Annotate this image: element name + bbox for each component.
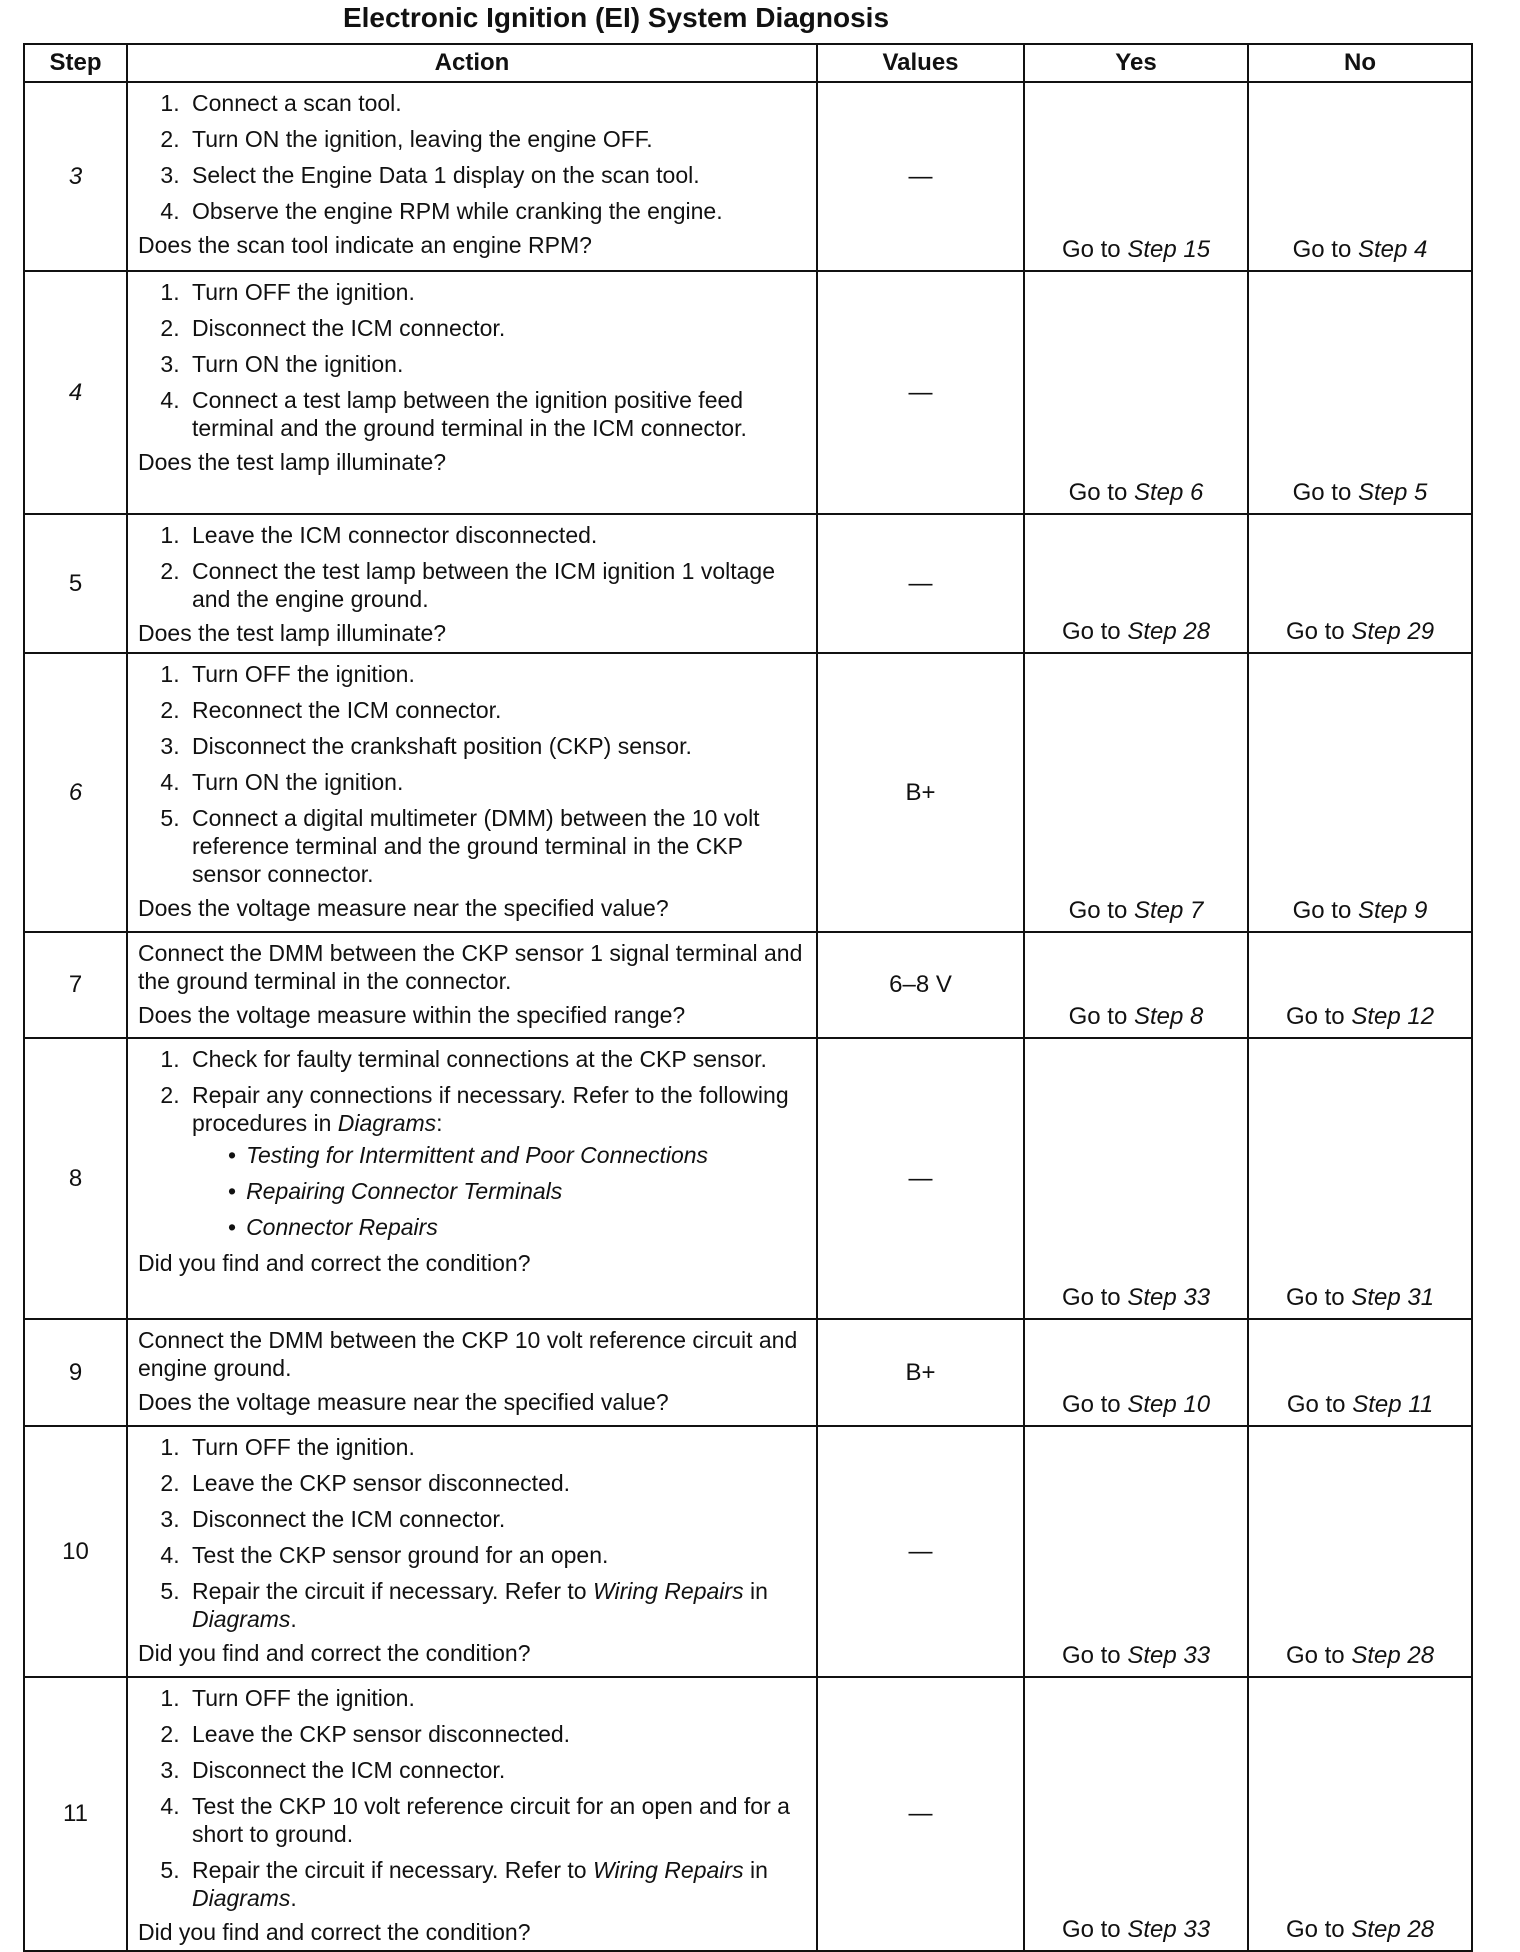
no-cell bbox=[1248, 1426, 1472, 1677]
step-word: Step bbox=[1357, 479, 1408, 506]
action-item: 1. Turn OFF the ignition. bbox=[186, 660, 808, 688]
value-cell: — bbox=[817, 271, 1024, 514]
action-item: 2. Repair any connections if necessary. Refer to the following procedures in Diagrams: • Testing for Intermittent and Poor Connections • Repairing Connector Terminals • Connector Repairs bbox=[186, 1081, 808, 1241]
yes-cell bbox=[1024, 82, 1248, 271]
action-item: 3. Disconnect the crankshaft position (CKP) sensor. bbox=[186, 732, 808, 760]
go-to-text: Go to bbox=[1068, 897, 1128, 924]
table-row bbox=[24, 1319, 1472, 1426]
go-to-text: Go to bbox=[1061, 1391, 1121, 1418]
step-number: 10 bbox=[24, 1426, 127, 1677]
step-word: Step bbox=[1127, 618, 1177, 645]
action-item: 2. Disconnect the ICM connector. bbox=[186, 314, 808, 342]
question: Did you find and correct the condition? bbox=[138, 1919, 531, 1945]
doc-reference: Diagrams bbox=[192, 1885, 291, 1911]
action-cell bbox=[127, 514, 817, 653]
value-cell: B+ bbox=[817, 653, 1024, 932]
step-number: 5 bbox=[24, 514, 127, 653]
in-text: in bbox=[749, 1578, 768, 1604]
procedure-item: • Repairing Connector Terminals bbox=[222, 1177, 808, 1205]
go-to-text: Go to bbox=[1285, 1642, 1345, 1669]
step-word: Step bbox=[1351, 618, 1401, 645]
yes-target: 33 bbox=[1183, 1642, 1211, 1669]
no-cell bbox=[1248, 1038, 1472, 1319]
step-word: Step bbox=[1127, 1391, 1177, 1418]
yes-cell bbox=[1024, 514, 1248, 653]
step-number: 11 bbox=[24, 1677, 127, 1951]
action-item: 3. Disconnect the ICM connector. bbox=[186, 1505, 808, 1533]
procedure-item: • Connector Repairs bbox=[222, 1213, 808, 1241]
no-target: 28 bbox=[1407, 1916, 1435, 1943]
action-item: 2. Reconnect the ICM connector. bbox=[186, 696, 808, 724]
no-target: 11 bbox=[1408, 1391, 1434, 1418]
step-word: Step bbox=[1133, 479, 1184, 506]
action-cell bbox=[127, 1038, 817, 1319]
header-values: Values bbox=[817, 44, 1024, 82]
no-target: 31 bbox=[1407, 1284, 1435, 1311]
value-cell: — bbox=[817, 82, 1024, 271]
table-row bbox=[24, 932, 1472, 1038]
doc-reference: Wiring Repairs bbox=[592, 1578, 744, 1604]
question: Does the scan tool indicate an engine RPM? bbox=[138, 232, 592, 258]
no-cell bbox=[1248, 653, 1472, 932]
procedure-item: • Testing for Intermittent and Poor Connections bbox=[222, 1141, 808, 1169]
action-item: 3. Turn ON the ignition. bbox=[186, 350, 808, 378]
action-item: 4. Observe the engine RPM while cranking the engine. bbox=[186, 197, 808, 225]
action-cell bbox=[127, 1426, 817, 1677]
value-cell: — bbox=[817, 514, 1024, 653]
action-cell bbox=[127, 932, 817, 1038]
no-target: 5 bbox=[1414, 479, 1428, 506]
go-to-text: Go to bbox=[1285, 1916, 1345, 1943]
yes-cell bbox=[1024, 653, 1248, 932]
step-word: Step bbox=[1357, 897, 1408, 924]
no-target: 28 bbox=[1407, 1642, 1435, 1669]
header-row bbox=[24, 44, 1472, 82]
no-cell bbox=[1248, 932, 1472, 1038]
step-word: Step bbox=[1127, 1916, 1177, 1943]
step-number: 8 bbox=[24, 1038, 127, 1319]
action-cell bbox=[127, 653, 817, 932]
question: Does the voltage measure near the specified value? bbox=[138, 895, 669, 921]
action-item: 4. Turn ON the ignition. bbox=[186, 768, 808, 796]
step-word: Step bbox=[1133, 897, 1184, 924]
yes-cell bbox=[1024, 1426, 1248, 1677]
header-action: Action bbox=[127, 44, 817, 82]
yes-target: 15 bbox=[1183, 236, 1211, 263]
go-to-text: Go to bbox=[1285, 1003, 1345, 1030]
question: Did you find and correct the condition? bbox=[138, 1250, 531, 1276]
step-word: Step bbox=[1352, 1391, 1402, 1418]
action-item: 1. Turn OFF the ignition. bbox=[186, 278, 808, 306]
question: Did you find and correct the condition? bbox=[138, 1640, 531, 1666]
action-item: 4. Test the CKP sensor ground for an open. bbox=[186, 1541, 808, 1569]
no-target: 4 bbox=[1414, 236, 1428, 263]
table-row bbox=[24, 1677, 1472, 1951]
yes-cell bbox=[1024, 1038, 1248, 1319]
value-cell: 6–8 V bbox=[817, 932, 1024, 1038]
doc-reference: Diagrams bbox=[337, 1110, 437, 1136]
action-item: 4. Test the CKP 10 volt reference circuit for an open and for a short to ground. bbox=[186, 1792, 808, 1848]
go-to-text: Go to bbox=[1292, 236, 1352, 263]
action-item: 4. Connect a test lamp between the ignition positive feed terminal and the ground terminal in the ICM connector. bbox=[186, 386, 808, 442]
in-text: in bbox=[749, 1857, 768, 1883]
header-yes: Yes bbox=[1024, 44, 1248, 82]
go-to-text: Go to bbox=[1285, 1284, 1345, 1311]
table-row bbox=[24, 653, 1472, 932]
action-item: 2. Turn ON the ignition, leaving the engine OFF. bbox=[186, 125, 808, 153]
step-word: Step bbox=[1127, 1642, 1177, 1669]
value-cell: — bbox=[817, 1426, 1024, 1677]
yes-cell bbox=[1024, 932, 1248, 1038]
no-target: 29 bbox=[1407, 618, 1435, 645]
action-item: 1. Check for faulty terminal connections at the CKP sensor. bbox=[186, 1045, 808, 1073]
header-no: No bbox=[1248, 44, 1472, 82]
question: Does the test lamp illuminate? bbox=[138, 449, 447, 475]
go-to-text: Go to bbox=[1061, 618, 1121, 645]
step-number: 4 bbox=[24, 271, 127, 514]
yes-target: 28 bbox=[1183, 618, 1211, 645]
doc-reference: Diagrams bbox=[192, 1606, 291, 1632]
step-word: Step bbox=[1127, 236, 1177, 263]
no-cell bbox=[1248, 82, 1472, 271]
yes-target: 7 bbox=[1190, 897, 1204, 924]
step-word: Step bbox=[1133, 1003, 1184, 1030]
header-step: Step bbox=[24, 44, 127, 82]
go-to-text: Go to bbox=[1061, 1284, 1121, 1311]
go-to-text: Go to bbox=[1292, 897, 1352, 924]
step-number: 7 bbox=[24, 932, 127, 1038]
action-item: 3. Disconnect the ICM connector. bbox=[186, 1756, 808, 1784]
action-item: 2. Leave the CKP sensor disconnected. bbox=[186, 1469, 808, 1497]
yes-target: 10 bbox=[1183, 1391, 1211, 1418]
action-cell bbox=[127, 82, 817, 271]
step-word: Step bbox=[1351, 1916, 1401, 1943]
table-row bbox=[24, 1426, 1472, 1677]
action-item: 1. Turn OFF the ignition. bbox=[186, 1684, 808, 1712]
question: Does the voltage measure within the specified range? bbox=[138, 1002, 686, 1028]
step-number: 6 bbox=[24, 653, 127, 932]
action-item: 5. Repair the circuit if necessary. Refer to Wiring Repairs in Diagrams. bbox=[186, 1577, 808, 1633]
action-item: 5. Repair the circuit if necessary. Refer to Wiring Repairs in Diagrams. bbox=[186, 1856, 808, 1912]
yes-cell bbox=[1024, 1319, 1248, 1426]
action-item: 1. Leave the ICM connector disconnected. bbox=[186, 521, 808, 549]
yes-target: 33 bbox=[1183, 1916, 1211, 1943]
action-cell bbox=[127, 1677, 817, 1951]
action-text: Connect the DMM between the CKP sensor 1 signal terminal and the ground terminal in the connector. bbox=[138, 940, 803, 994]
value-cell: — bbox=[817, 1677, 1024, 1951]
action-text: Repair the circuit if necessary. Refer to bbox=[192, 1578, 587, 1604]
yes-target: 6 bbox=[1190, 479, 1204, 506]
page-title: Electronic Ignition (EI) System Diagnosis bbox=[342, 2, 890, 33]
action-item: 2. Leave the CKP sensor disconnected. bbox=[186, 1720, 808, 1748]
action-item: 5. Connect a digital multimeter (DMM) between the 10 volt reference terminal and the ground terminal in the CKP sensor connector. bbox=[186, 804, 808, 888]
yes-target: 33 bbox=[1183, 1284, 1211, 1311]
go-to-text: Go to bbox=[1061, 1916, 1121, 1943]
step-number: 9 bbox=[24, 1319, 127, 1426]
action-text: Connect the DMM between the CKP 10 volt reference circuit and engine ground. bbox=[138, 1327, 798, 1381]
action-text: Repair any connections if necessary. Refer to the following procedures in bbox=[192, 1082, 789, 1136]
step-word: Step bbox=[1127, 1284, 1177, 1311]
go-to-text: Go to bbox=[1068, 479, 1128, 506]
action-item: 3. Select the Engine Data 1 display on the scan tool. bbox=[186, 161, 808, 189]
diagnosis-table bbox=[23, 43, 1473, 1952]
yes-cell bbox=[1024, 1677, 1248, 1951]
step-number: 3 bbox=[24, 82, 127, 271]
table-row bbox=[24, 514, 1472, 653]
go-to-text: Go to bbox=[1286, 1391, 1346, 1418]
step-word: Step bbox=[1357, 236, 1408, 263]
no-target: 12 bbox=[1407, 1003, 1435, 1030]
yes-target: 8 bbox=[1190, 1003, 1204, 1030]
go-to-text: Go to bbox=[1061, 1642, 1121, 1669]
action-cell bbox=[127, 1319, 817, 1426]
no-cell bbox=[1248, 271, 1472, 514]
go-to-text: Go to bbox=[1292, 479, 1352, 506]
yes-cell bbox=[1024, 271, 1248, 514]
value-cell: B+ bbox=[817, 1319, 1024, 1426]
go-to-text: Go to bbox=[1285, 618, 1345, 645]
question: Does the test lamp illuminate? bbox=[138, 620, 447, 646]
no-cell bbox=[1248, 1319, 1472, 1426]
action-item: 2. Connect the test lamp between the ICM ignition 1 voltage and the engine ground. bbox=[186, 557, 808, 613]
go-to-text: Go to bbox=[1068, 1003, 1128, 1030]
step-word: Step bbox=[1351, 1003, 1401, 1030]
no-cell bbox=[1248, 1677, 1472, 1951]
action-text: Repair the circuit if necessary. Refer to bbox=[192, 1857, 587, 1883]
action-item: 1. Turn OFF the ignition. bbox=[186, 1433, 808, 1461]
question: Does the voltage measure near the specified value? bbox=[138, 1389, 669, 1415]
table-row bbox=[24, 1038, 1472, 1319]
no-target: 9 bbox=[1414, 897, 1428, 924]
step-word: Step bbox=[1351, 1284, 1401, 1311]
action-item: 1. Connect a scan tool. bbox=[186, 89, 808, 117]
step-word: Step bbox=[1351, 1642, 1401, 1669]
no-cell bbox=[1248, 514, 1472, 653]
go-to-text: Go to bbox=[1061, 236, 1121, 263]
value-cell: — bbox=[817, 1038, 1024, 1319]
action-cell bbox=[127, 271, 817, 514]
table-row bbox=[24, 82, 1472, 271]
table-row bbox=[24, 271, 1472, 514]
doc-reference: Wiring Repairs bbox=[592, 1857, 744, 1883]
